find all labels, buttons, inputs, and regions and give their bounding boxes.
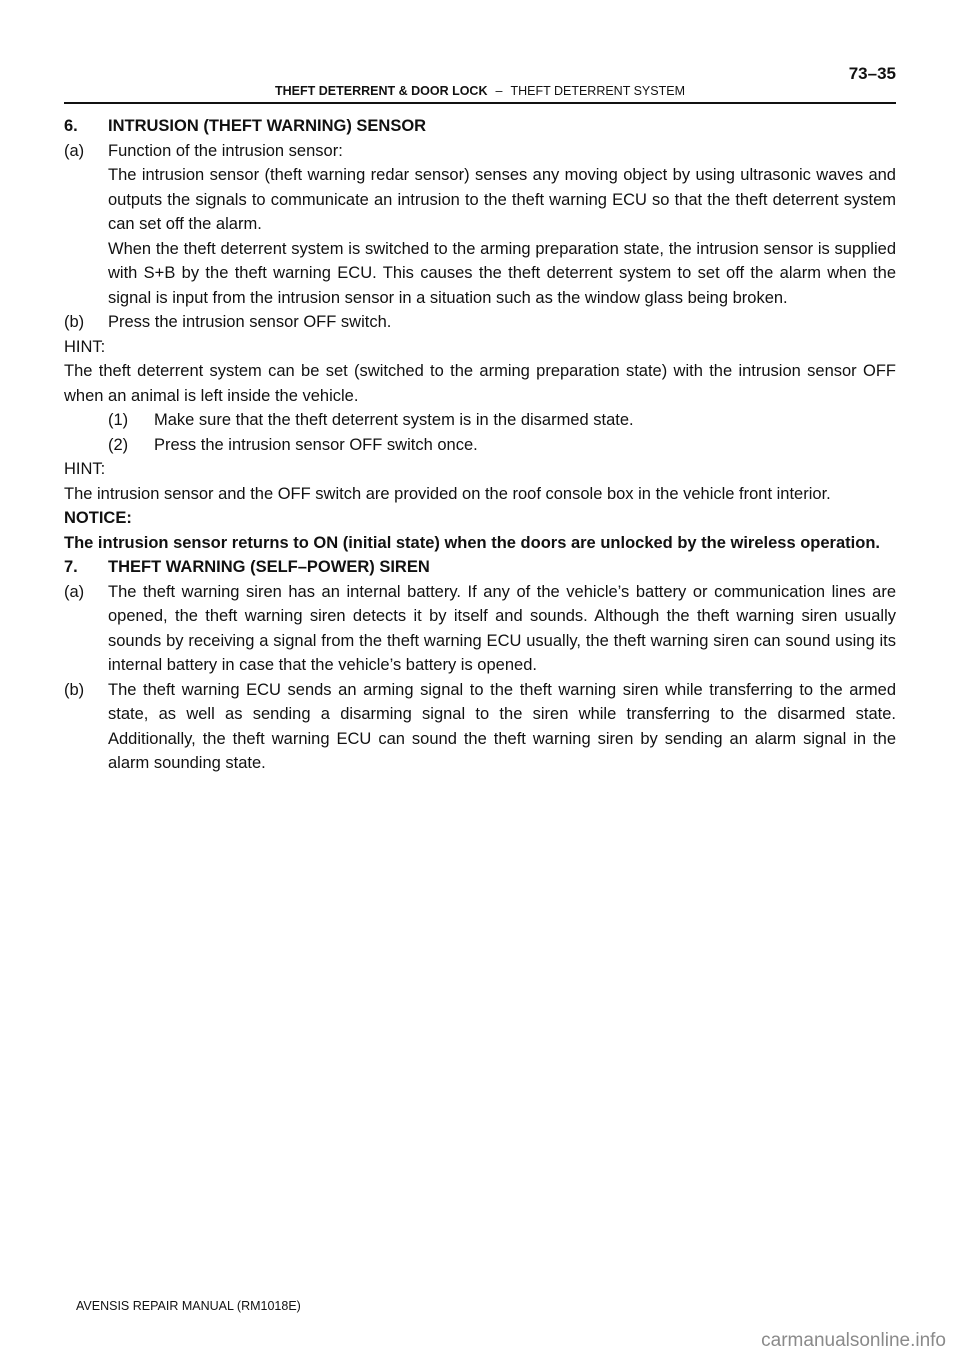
step-text: Make sure that the theft deterrent system is in the disarmed state. [154, 411, 634, 429]
step-2 [64, 433, 896, 458]
watermark: carmanualsonline.info [761, 1330, 946, 1351]
item-b [64, 310, 896, 335]
section-number: 7. [64, 558, 78, 576]
item-7a [64, 580, 896, 678]
notice-label: NOTICE: [64, 509, 132, 527]
section-7-heading [64, 555, 896, 580]
item-text: The theft warning siren has an internal battery. If any of the vehicle’s battery or communication lines are opened, the theft warning siren detects it by itself and sounds. Although the theft warning siren usually sounds by receiving a signal from the theft warning ECU usually, the theft warning siren can sound using its internal battery in case that the vehicle’s battery is opened. [108, 582, 896, 674]
step-label: (1) [108, 411, 129, 429]
section-number: 6. [64, 117, 78, 135]
section-title: THEFT WARNING (SELF–POWER) SIREN [108, 558, 430, 576]
item-label: (a) [64, 141, 85, 160]
page-number: 73–35 [848, 64, 896, 83]
section-title: INTRUSION (THEFT WARNING) SENSOR [108, 117, 427, 135]
item-text: Press the intrusion sensor OFF switch. [108, 313, 392, 331]
hint-label: HINT: [64, 337, 106, 356]
item-a [64, 139, 896, 164]
item-text: Function of the intrusion sensor: [108, 141, 343, 160]
hint-text: The theft deterrent system can be set (switched to the arming preparation state) with the intrusion sensor OFF when an animal is left inside the vehicle. [64, 362, 896, 405]
hint-text: The intrusion sensor and the OFF switch are provided on the roof console box in the vehicle front interior. [64, 484, 831, 503]
item-text: The theft warning ECU sends an arming signal to the theft warning siren while transferring to the armed state, as well as sending a disarming signal to the siren while transferring to the disarmed state. Additionally, the theft warning ECU can sound the theft warning siren by sending an alarm signal in the alarm sounding state. [108, 680, 896, 772]
hint-label: HINT: [64, 460, 106, 478]
step-text: Press the intrusion sensor OFF switch once. [154, 435, 478, 454]
item-label: (b) [64, 680, 85, 699]
paragraph: When the theft deterrent system is switched to the arming preparation state, the intrusion sensor is supplied with S+B by the theft warning ECU. This causes the theft deterrent system to set off the alarm when the signal is input from the intrusion sensor in a situation such as the window glass being broken. [108, 239, 896, 307]
item-7b [64, 678, 896, 776]
paragraph: The intrusion sensor (theft warning redar sensor) senses any moving object by using ultrasonic waves and outputs the signals to communicate an intrusion to the theft warning ECU so that the theft deterrent system can set off the alarm. [108, 166, 896, 233]
notice-text: The intrusion sensor returns to ON (initial state) when the doors are unlocked by the wireless operation. [64, 533, 880, 552]
manual-body [64, 114, 896, 776]
section-6-heading [64, 114, 896, 139]
step-label: (2) [108, 435, 129, 454]
item-label: (b) [64, 313, 85, 331]
header-separator: – [495, 84, 503, 98]
item-label: (a) [64, 582, 85, 601]
step-1 [64, 408, 896, 433]
section-title: THEFT DETERRENT & DOOR LOCK [274, 84, 488, 98]
page-header [64, 84, 896, 104]
footer-manual-id: AVENSIS REPAIR MANUAL (RM1018E) [76, 1299, 301, 1313]
subsection-title: THEFT DETERRENT SYSTEM [510, 84, 685, 98]
